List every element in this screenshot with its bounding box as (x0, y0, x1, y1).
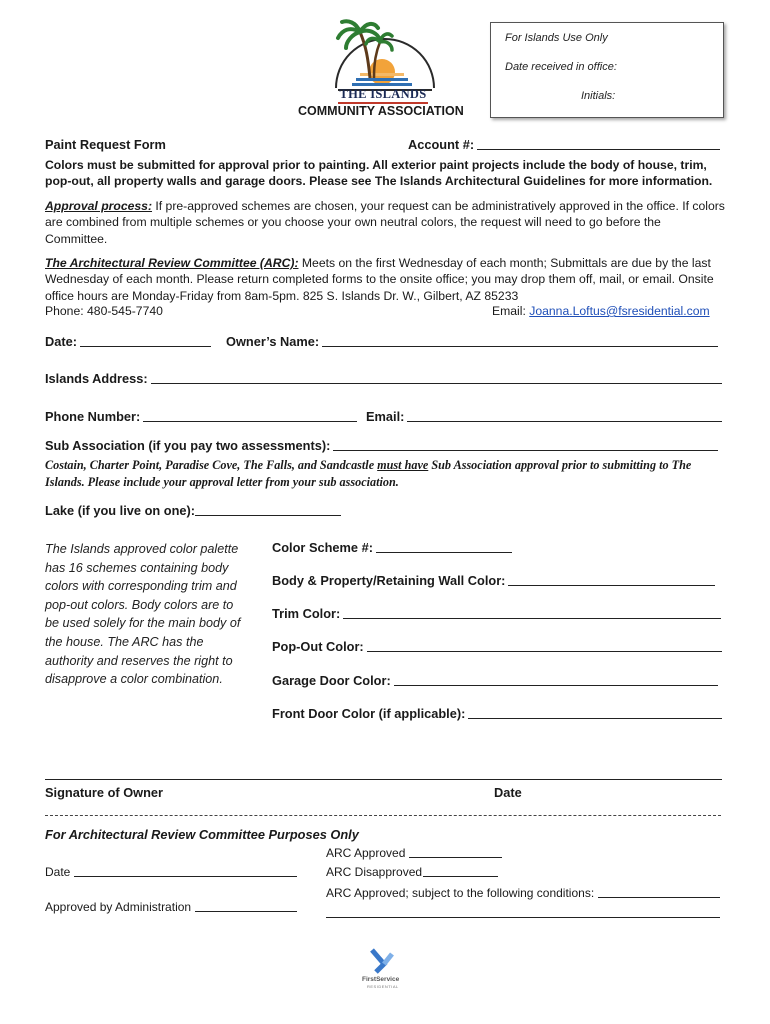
firstservice-logo-icon (362, 946, 402, 976)
lake-line[interactable] (195, 504, 341, 516)
phone-field[interactable] (45, 409, 357, 424)
sub-note-rest: Sub Association approval prior to submitting to The Islands. Please include your approval letter from your sub association. (45, 458, 692, 489)
arc-date-line[interactable] (74, 865, 297, 877)
date-field[interactable] (45, 334, 211, 349)
sub-association-line[interactable] (333, 439, 718, 451)
phone-line[interactable] (143, 410, 357, 422)
signature-date-label: Date (494, 785, 522, 800)
garage-color-field[interactable] (272, 673, 718, 688)
body-color-label: Body & Property/Retaining Wall Color: (272, 573, 506, 588)
arc-conditions-label: ARC Approved; subject to the following conditions: (326, 886, 595, 900)
approval-text: If pre-approved schemes are chosen, your request can be administratively approved in the office. If colors are combined from multiple schemes or you choose your own neutral colors, the request will need to go before the Committee. (45, 199, 725, 246)
body-color-line[interactable] (508, 574, 715, 586)
arc-disapproved-field[interactable] (326, 865, 498, 879)
sub-note-emphasis: must have (377, 458, 429, 472)
sub-note-text: Costain, Charter Point, Paradise Cove, The Falls, and Sandcastle (45, 458, 378, 472)
front-door-color-field[interactable] (272, 706, 722, 721)
owner-name-field[interactable] (226, 334, 718, 349)
form-title: Paint Request Form (45, 137, 166, 152)
email-info (492, 304, 710, 318)
front-door-color-label: Front Door Color (if applicable): (272, 706, 466, 721)
sub-association-label: Sub Association (if you pay two assessments): (45, 438, 331, 453)
initials-label: Initials: (581, 90, 616, 102)
date-received-label: Date received in office: (505, 61, 617, 73)
palette-note: The Islands approved color palette has 16 schemes containing body colors with corresponding trim and pop-out colors. Body colors are to be used solely for the main body of the house. The ARC has the authority and reserves the right to disapprove a color combination. (45, 542, 241, 687)
garage-color-label: Garage Door Color: (272, 673, 391, 688)
approval-paragraph (45, 198, 725, 247)
trim-color-field[interactable] (272, 606, 721, 621)
office-use-title: For Islands Use Only (505, 32, 608, 44)
firstservice-sub: RESIDENTIAL (367, 984, 399, 989)
sub-association-note (45, 457, 725, 490)
account-field[interactable] (408, 137, 720, 152)
color-scheme-field[interactable] (272, 540, 512, 555)
arc-approved-line[interactable] (409, 846, 502, 858)
color-scheme-label: Color Scheme #: (272, 540, 373, 555)
arc-conditions-line-2[interactable] (326, 917, 720, 918)
arc-heading: The Architectural Review Committee (ARC): (45, 256, 299, 270)
popout-color-field[interactable] (272, 639, 722, 654)
arc-paragraph (45, 255, 725, 304)
account-label: Account #: (408, 137, 475, 152)
date-label: Date: (45, 334, 77, 349)
email-info-label: Email: (492, 304, 530, 318)
cut-divider (45, 815, 721, 816)
approved-admin-line[interactable] (195, 900, 297, 912)
email-field[interactable] (366, 409, 722, 424)
arc-approved-label: ARC Approved (326, 846, 406, 860)
address-line[interactable] (151, 372, 722, 384)
date-line[interactable] (80, 335, 211, 347)
arc-conditions-line[interactable] (598, 886, 720, 898)
owner-name-label: Owner’s Name: (226, 334, 320, 349)
logo-name: THE ISLANDS (338, 87, 428, 104)
color-scheme-line[interactable] (376, 541, 512, 553)
email-line[interactable] (407, 410, 722, 422)
approved-admin-field[interactable] (45, 900, 297, 914)
intro-text: Colors must be submitted for approval prior to painting. All exterior paint projects include the body of house, trim, pop-out, all property walls and garage doors. Please see The Islands Architectural Guidelines for more information. (45, 158, 713, 189)
office-use-box (490, 22, 724, 118)
email-label: Email: (366, 409, 405, 424)
sub-association-field[interactable] (45, 438, 718, 453)
signature-line[interactable] (45, 779, 722, 780)
front-door-color-line[interactable] (468, 707, 722, 719)
arc-disapproved-line[interactable] (423, 865, 498, 877)
arc-date-field[interactable] (45, 865, 297, 879)
owner-name-line[interactable] (322, 335, 718, 347)
trim-color-label: Trim Color: (272, 606, 341, 621)
popout-color-line[interactable] (367, 640, 722, 652)
signature-owner-label: Signature of Owner (45, 785, 164, 800)
firstservice-logo (362, 946, 412, 996)
arc-approved-field[interactable] (326, 846, 502, 860)
lake-field[interactable] (45, 503, 341, 518)
approved-admin-label: Approved by Administration (45, 900, 192, 914)
garage-color-line[interactable] (394, 674, 718, 686)
arc-disapproved-label: ARC Disapproved (326, 865, 423, 879)
arc-section-heading: For Architectural Review Committee Purposes Only (45, 827, 359, 842)
trim-color-line[interactable] (343, 607, 721, 619)
approval-heading: Approval process: (45, 199, 153, 213)
phone-text: Phone: 480-545-7740 (45, 304, 163, 318)
arc-date-label: Date (45, 865, 71, 879)
email-link[interactable]: Joanna.Loftus@fsresidential.com (529, 304, 710, 318)
lake-label: Lake (if you live on one): (45, 503, 196, 518)
logo-subtitle: COMMUNITY ASSOCIATION (298, 104, 464, 118)
address-label: Islands Address: (45, 371, 148, 386)
phone-label: Phone Number: (45, 409, 141, 424)
arc-text: Meets on the first Wednesday of each month; Submittals are due by the last Wednesday of each month. Please return completed forms to the onsite office; you may drop them off, mail, or email. Onsite office hours are Monday-Friday from 8am-5pm. 825 S. Islands Dr. W., Gilbert, AZ 85233 (45, 256, 714, 303)
address-field[interactable] (45, 371, 722, 386)
account-line[interactable] (477, 138, 720, 150)
arc-conditions-field[interactable] (326, 886, 720, 900)
popout-color-label: Pop-Out Color: (272, 639, 364, 654)
body-color-field[interactable] (272, 573, 715, 588)
firstservice-name: FirstService (362, 976, 400, 983)
